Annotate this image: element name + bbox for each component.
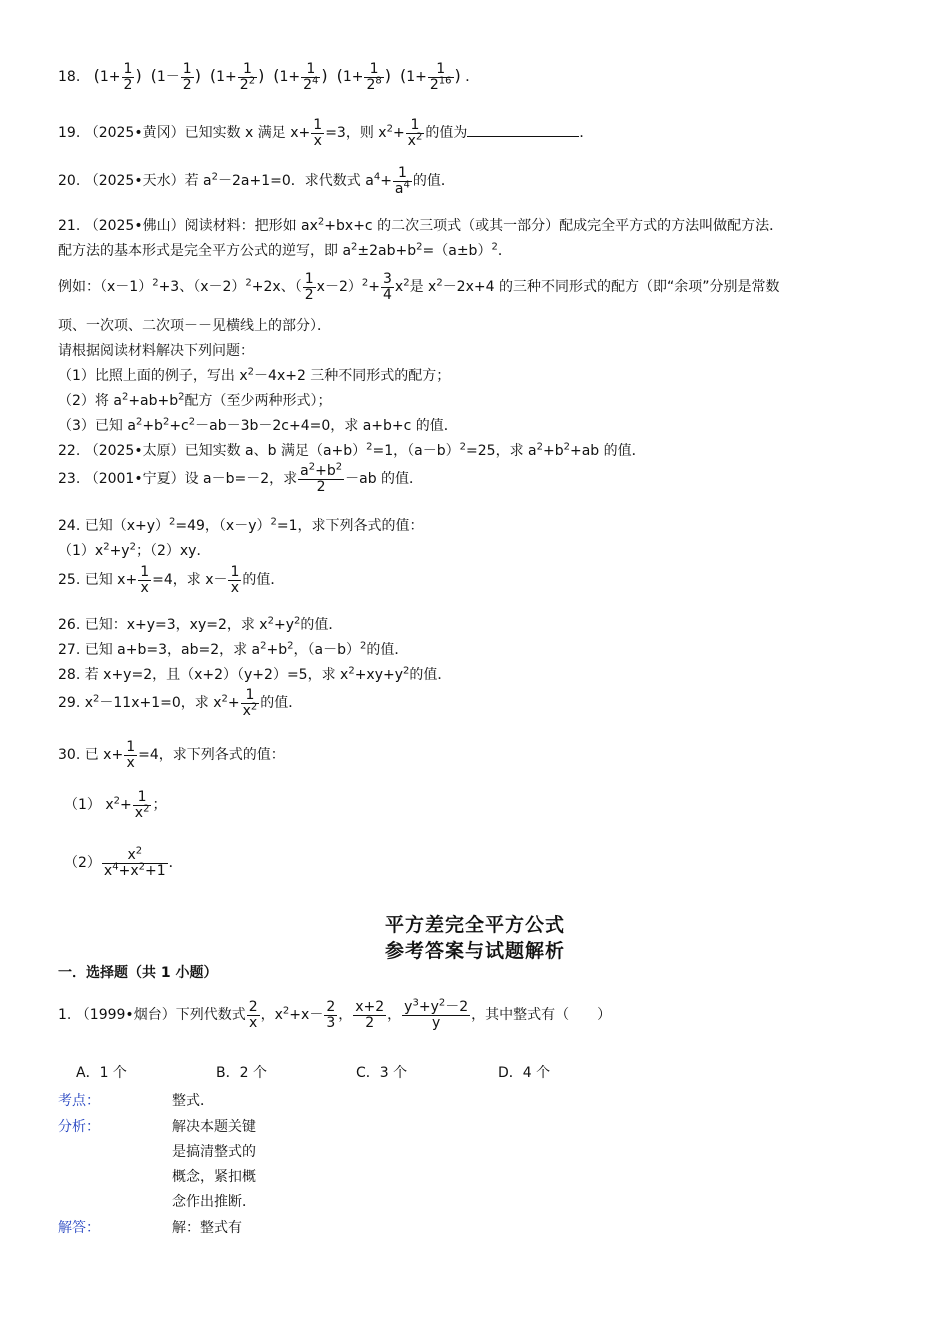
fraction: $\frac{1}{a^4}$ xyxy=(394,165,410,197)
fraction: $\frac{1}{2^2}$ xyxy=(239,61,256,93)
question-21-line-1: 21. （2025•佛山）阅读材料：把形如 $ax^2+bx+c$ 的二次三项式（或其一部分）配成完全平方式的方法叫做配方法． xyxy=(58,216,784,234)
jieda-text: 解：整式有 xyxy=(172,1220,242,1236)
question-29: 29. $x^2-11x+1=0$，求 $x^2+$ $\frac{1}{x^2}$ 的值． xyxy=(58,687,303,719)
question-30: 30. 已 x+ $\frac{1}{x}$ =4，求下列各式的值： xyxy=(58,739,285,771)
fenxi-line-3: 概念，紧扣概 xyxy=(172,1169,256,1185)
question-30-sub-1: （1） $x^2+$ $\frac{1}{x^2}$ ； xyxy=(64,789,167,821)
question-21-line-4: 项、一次项、二次项－－见横线上的部分）． xyxy=(58,318,331,334)
fenxi-line-2: 是搞清整式的 xyxy=(172,1144,256,1160)
question-22: 22. （2025•太原）已知实数 a、b 满足$(a+b)^2=1$，$(a-b)^2=25$，求 $a^2+b^2+ab$ 的值． xyxy=(58,441,646,459)
question-24: 24. 已知$(x+y)^2=49$，$(x-y)^2=1$，求下列各式的值： xyxy=(58,516,424,534)
question-21-sub-1: （1）比照上面的例子，写出 $x^2-4x+2$ 三种不同形式的配方； xyxy=(58,366,451,384)
question-28: 28. 若 x+y=2，且（x+2）（y+2）=5，求 $x^2+xy+y^2$的值． xyxy=(58,665,452,683)
question-19: 19. （2025•黄冈）已知实数 x 满足 x+ $\frac{1}{x}$ =3，则 $x^2+$ $\frac{1}{x^2}$ 的值为 ． xyxy=(58,117,594,149)
fraction: $\frac{2}{3}$ xyxy=(326,999,336,1031)
question-21-line-3: 例如：$(x-1)^2+3$、$(x-2)^2+2x$、（ $\frac{1}{2}$ x－2）$^2$+ $\frac{3}{4}$ $x^2$是 $x^2-2x+4$ 的三种不同形式的配方（即“余项”分别是常数 xyxy=(58,271,780,303)
section-heading: 一．选择题（共 1 小题） xyxy=(58,965,218,981)
question-21-line-5: 请根据阅读材料解决下列问题： xyxy=(58,343,254,359)
fraction: $\frac{2}{x}$ xyxy=(248,999,258,1031)
question-21-line-2: 配方法的基本形式是完全平方公式的逆写，即 $a^2\pm 2ab+b^2=(a\pm b)^2$． xyxy=(58,241,512,259)
question-21-sub-3: （3）已知 $a^2+b^2+c^2-ab-3b-2c+4=0$，求 a+b+c 的值． xyxy=(58,416,458,434)
fraction: $\frac{1}{x}$ xyxy=(313,117,323,149)
question-30-sub-2: （2） $\frac{x^2}{x^4+x^2+1}$ ． xyxy=(64,845,183,879)
fraction: $\frac{x^2}{x^4+x^2+1}$ xyxy=(103,845,166,879)
answer-title-line-2: 参考答案与试题解析 xyxy=(384,940,565,962)
question-21-sub-2: （2）将 $a^2+ab+b^2$配方（至少两种形式）； xyxy=(58,391,332,409)
fraction: $\frac{1}{2^4}$ xyxy=(303,61,319,93)
fraction: $\frac{1}{2^8}$ xyxy=(366,61,382,93)
answer-title-line-1: 平方差完全平方公式 xyxy=(384,914,565,936)
fraction: $\frac{1}{x}$ xyxy=(230,564,240,596)
fenxi-line-1: 解决本题关键 xyxy=(172,1119,256,1135)
fraction: $\frac{y^3+y^2-2}{y}$ xyxy=(404,997,469,1031)
option-b[interactable]: B．2 个 xyxy=(216,1065,267,1081)
fraction: $\frac{1}{2^{16}}$ xyxy=(429,61,452,93)
fraction: $\frac{1}{x^2}$ xyxy=(407,117,423,149)
question-20: 20. （2025•天水）若 $a^2-2a+1=0$．求代数式 $a^4+$ $\frac{1}{a^4}$ 的值． xyxy=(58,165,455,197)
fraction: $\frac{1}{x}$ xyxy=(126,739,136,771)
question-25: 25. 已知 x+ $\frac{1}{x}$ =4，求 x－ $\frac{1}{x}$ 的值． xyxy=(58,564,285,596)
fraction: $\frac{x+2}{2}$ xyxy=(355,999,385,1031)
answer-question-1: 1. （1999•烟台）下列代数式 $\frac{2}{x}$ ，$x^2+x-$ $\frac{2}{3}$ ， $\frac{x+2}{2}$ ， $\frac{y^3+y^2-2}{y}$ ，其中整式有（ ） xyxy=(58,997,612,1031)
fraction: $\frac{1}{x^2}$ xyxy=(242,687,258,719)
question-24-sub: $(1)x^2+y^2$；（2）xy． xyxy=(58,541,211,559)
kaodian-label: 考点： xyxy=(58,1093,100,1109)
question-27: 27. 已知 a+b=3，ab=2，求 $a^2+b^2$，$(a-b)^2$的值． xyxy=(58,640,409,658)
option-a[interactable]: A．1 个 xyxy=(76,1065,127,1081)
question-26: 26. 已知：x+y=3，xy=2，求 $x^2+y^2$的值． xyxy=(58,615,343,633)
fraction: $\frac{3}{4}$ xyxy=(382,271,392,303)
fenxi-line-4: 念作出推断． xyxy=(172,1194,256,1210)
fenxi-label: 分析： xyxy=(58,1119,100,1135)
fraction: $\frac{1}{2}$ xyxy=(304,271,314,303)
question-18: 18. (1+ $\frac{1}{2}$ ) (1－ $\frac{1}{2}$ ) (1+ $\frac{1}{2^2}$ ) (1+ $\frac{1}{2^4}$ ) (1+ $\frac{1}{2^8}$ ) (1+ $\frac{1}{2^{16}}$ ) ． xyxy=(58,61,480,93)
fraction: $\frac{a^2+b^2}{2}$ xyxy=(300,461,343,495)
fraction: $\frac{1}{x^2}$ xyxy=(134,789,150,821)
question-23: 23. （2001•宁夏）设 a－b=－2，求 $\frac{a^2+b^2}{2}$ －ab 的值． xyxy=(58,461,424,495)
kaodian-text: 整式． xyxy=(172,1093,214,1109)
option-d[interactable]: D．4 个 xyxy=(498,1065,551,1081)
fraction: $\frac{1}{2}$ xyxy=(182,61,192,93)
answer-blank[interactable] xyxy=(467,135,579,137)
fraction: $\frac{1}{2}$ xyxy=(123,61,133,93)
fraction: $\frac{1}{x}$ xyxy=(140,564,150,596)
jieda-label: 解答： xyxy=(58,1220,100,1236)
option-c[interactable]: C．3 个 xyxy=(356,1065,408,1081)
